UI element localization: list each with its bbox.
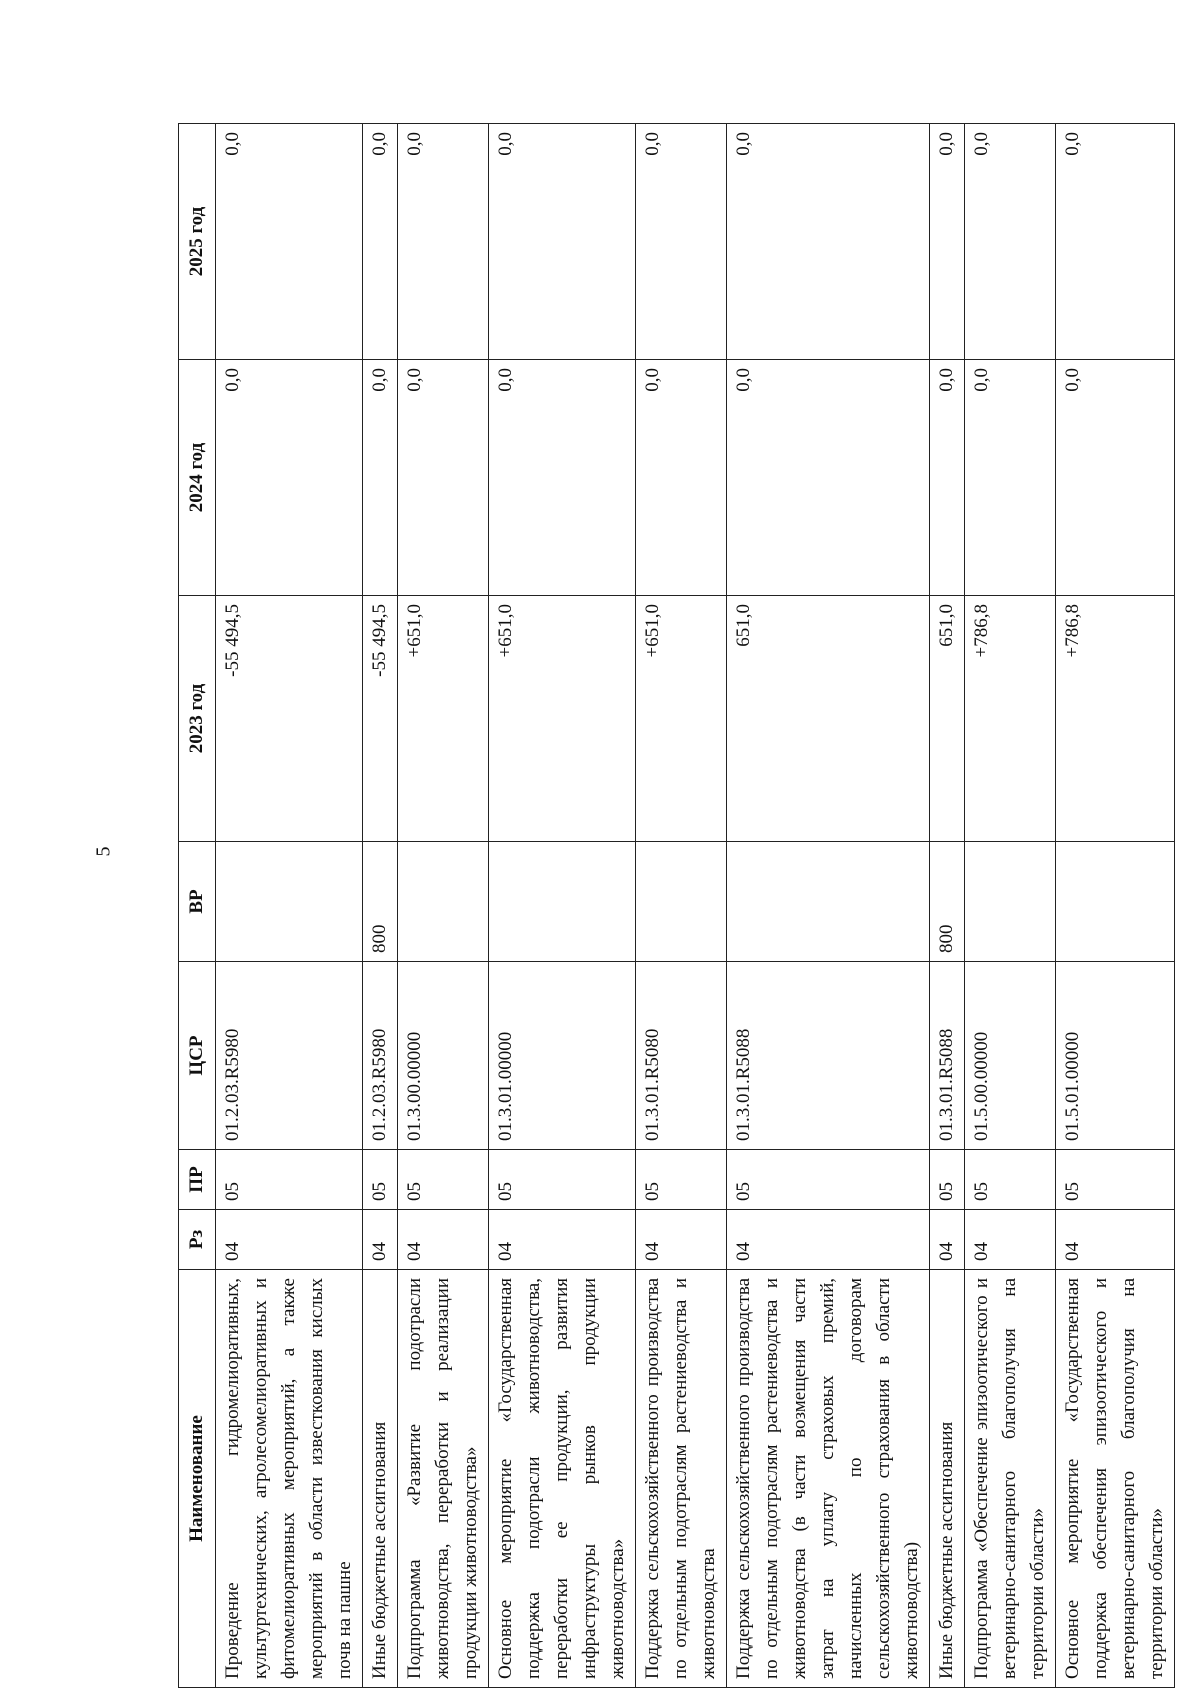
cell-name: Основное мероприятие «Государственная поддержка обеспечения эпизоотического и ветеринарно-санитарного благополучия на территории области»	[1056, 1270, 1175, 1688]
table-row	[1056, 124, 1175, 1688]
cell-2025: 0,0	[727, 124, 930, 360]
cell-2024: 0,0	[965, 360, 1056, 596]
cell-2025: 0,0	[363, 124, 398, 360]
cell-name: Подпрограмма «Развитие подотрасли животноводства, переработки и реализации продукции животноводства»	[398, 1270, 489, 1688]
cell-2025: 0,0	[965, 124, 1056, 360]
header-2023: 2023 год	[179, 596, 216, 842]
cell-name: Иные бюджетные ассигнования	[363, 1270, 398, 1688]
header-csr: ЦСР	[179, 962, 216, 1150]
rotated-table-container	[178, 124, 1167, 1688]
cell-2025: 0,0	[930, 124, 965, 360]
cell-name: Поддержка сельскохозяйственного производства по отдельным подотраслям растениеводства и животноводства	[636, 1270, 727, 1688]
header-pr: ПР	[179, 1150, 216, 1210]
cell-2024: 0,0	[363, 360, 398, 596]
cell-2023: -55 494,5	[216, 596, 363, 842]
cell-2023: +786,8	[1056, 596, 1175, 842]
table-row	[636, 124, 727, 1688]
table-row	[363, 124, 398, 1688]
cell-2025: 0,0	[489, 124, 636, 360]
cell-rz: 04	[398, 1210, 489, 1270]
cell-name: Иные бюджетные ассигнования	[930, 1270, 965, 1688]
cell-rz: 04	[965, 1210, 1056, 1270]
cell-2024: 0,0	[930, 360, 965, 596]
header-vr: ВР	[179, 842, 216, 962]
cell-csr: 01.3.01.R5088	[930, 962, 965, 1150]
cell-vr	[727, 842, 930, 962]
table-row	[398, 124, 489, 1688]
cell-rz: 04	[1056, 1210, 1175, 1270]
cell-vr	[636, 842, 727, 962]
cell-rz: 04	[930, 1210, 965, 1270]
cell-vr	[489, 842, 636, 962]
table-header-row	[179, 124, 216, 1688]
cell-name: Подпрограмма «Обеспечение эпизоотического и ветеринарно-санитарного благополучия на территории области»	[965, 1270, 1056, 1688]
cell-vr	[398, 842, 489, 962]
cell-rz: 04	[636, 1210, 727, 1270]
header-name: Наименование	[179, 1270, 216, 1688]
cell-rz: 04	[363, 1210, 398, 1270]
cell-2023: 651,0	[930, 596, 965, 842]
cell-pr: 05	[636, 1150, 727, 1210]
cell-2025: 0,0	[1056, 124, 1175, 360]
cell-csr: 01.5.00.00000	[965, 962, 1056, 1150]
cell-pr: 05	[930, 1150, 965, 1210]
cell-vr	[216, 842, 363, 962]
cell-pr: 05	[363, 1150, 398, 1210]
cell-pr: 05	[398, 1150, 489, 1210]
cell-rz: 04	[727, 1210, 930, 1270]
cell-2023: +651,0	[636, 596, 727, 842]
cell-2024: 0,0	[1056, 360, 1175, 596]
cell-csr: 01.5.01.00000	[1056, 962, 1175, 1150]
cell-2023: +651,0	[489, 596, 636, 842]
cell-2024: 0,0	[489, 360, 636, 596]
header-rz: Рз	[179, 1210, 216, 1270]
cell-name: Проведение гидромелиоративных, культуртехнических, агролесомелиоративных и фитомелиоративных мероприятий, а также мероприятий в области известкования кислых почв на пашне	[216, 1270, 363, 1688]
cell-2024: 0,0	[216, 360, 363, 596]
page-number: 5	[92, 846, 115, 857]
table-row	[489, 124, 636, 1688]
cell-rz: 04	[489, 1210, 636, 1270]
cell-csr: 01.3.01.00000	[489, 962, 636, 1150]
cell-2023: -55 494,5	[363, 596, 398, 842]
cell-2025: 0,0	[636, 124, 727, 360]
cell-csr: 01.3.00.00000	[398, 962, 489, 1150]
cell-csr: 01.3.01.R5080	[636, 962, 727, 1150]
cell-pr: 05	[1056, 1150, 1175, 1210]
cell-2024: 0,0	[398, 360, 489, 596]
table-row	[727, 124, 930, 1688]
table-row	[216, 124, 363, 1688]
cell-name: Основное мероприятие «Государственная поддержка подотрасли животноводства, переработки ее продукции, развития инфраструктуры рынков продукции животноводства»	[489, 1270, 636, 1688]
header-2024: 2024 год	[179, 360, 216, 596]
budget-table	[178, 123, 1175, 1688]
table-row	[930, 124, 965, 1688]
cell-pr: 05	[216, 1150, 363, 1210]
cell-csr: 01.2.03.R5980	[363, 962, 398, 1150]
cell-vr	[1056, 842, 1175, 962]
cell-vr: 800	[363, 842, 398, 962]
cell-pr: 05	[965, 1150, 1056, 1210]
cell-2023: +651,0	[398, 596, 489, 842]
cell-2025: 0,0	[398, 124, 489, 360]
table-row	[965, 124, 1056, 1688]
cell-2024: 0,0	[727, 360, 930, 596]
cell-pr: 05	[727, 1150, 930, 1210]
cell-vr	[965, 842, 1056, 962]
cell-rz: 04	[216, 1210, 363, 1270]
cell-2023: 651,0	[727, 596, 930, 842]
header-2025: 2025 год	[179, 124, 216, 360]
cell-pr: 05	[489, 1150, 636, 1210]
cell-2023: +786,8	[965, 596, 1056, 842]
cell-vr: 800	[930, 842, 965, 962]
cell-2025: 0,0	[216, 124, 363, 360]
cell-csr: 01.3.01.R5088	[727, 962, 930, 1150]
cell-2024: 0,0	[636, 360, 727, 596]
cell-name: Поддержка сельскохозяйственного производства по отдельным подотраслям растениеводства и животноводства (в части возмещения части затрат на уплату страховых премий, начисленных по договорам сельскохозяйственного страхования в области животноводства)	[727, 1270, 930, 1688]
cell-csr: 01.2.03.R5980	[216, 962, 363, 1150]
